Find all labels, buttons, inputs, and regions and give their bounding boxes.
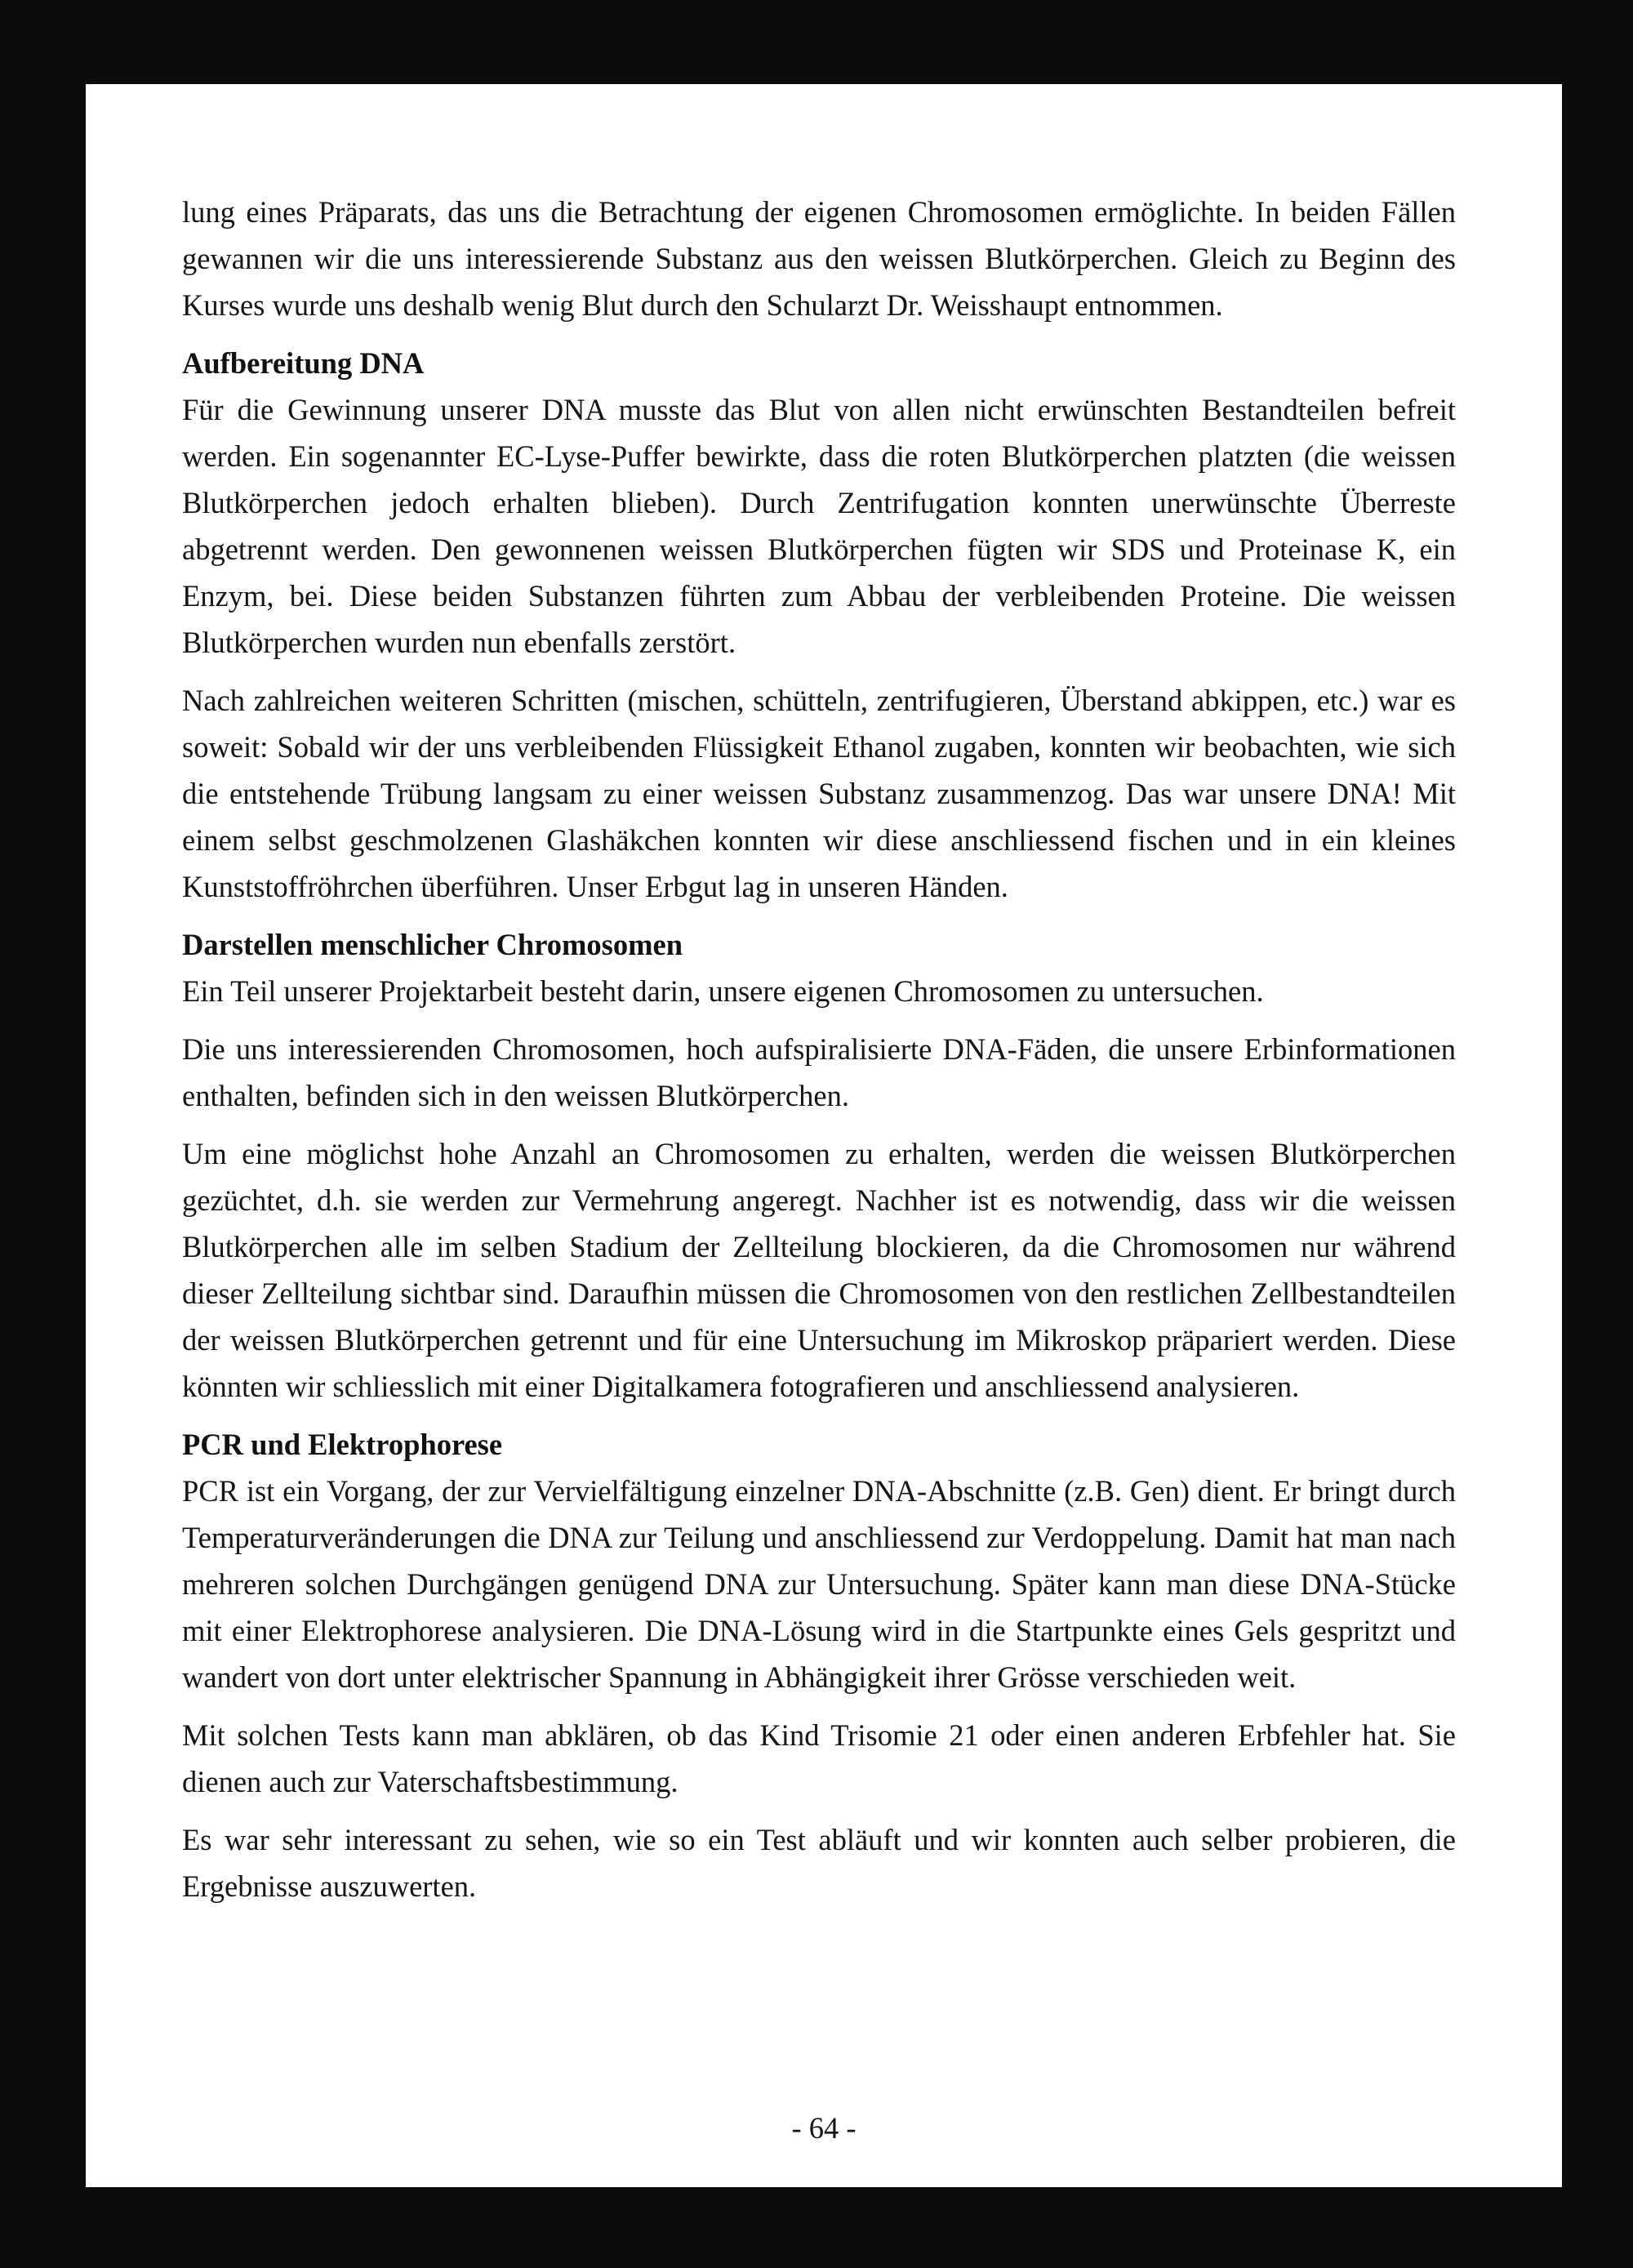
body-paragraph: Es war sehr interessant zu sehen, wie so ein Test abläuft und wir konnten auch selber probieren, die Ergebnisse auszuwerten. <box>182 1823 1456 1903</box>
section-heading: Aufbereitung DNA <box>182 346 425 380</box>
body-paragraph: PCR ist ein Vorgang, der zur Vervielfältigung einzelner DNA-Abschnitte (z.B. Gen) dient. Er bringt durch Temperaturveränderungen die DNA zur Teilung und anschliessend zur Verdoppelung. Damit hat man nach mehreren solchen Durchgängen genügend DNA zur Untersuchung. Später kann man diese DNA-Stücke mit einer Elektrophorese analysieren. Die DNA-Lösung wird in die Startpunkte eines Gels gespritzt und wandert von dort unter elektrischer Spannung in Abhängigkeit ihrer Grösse verschieden weit. <box>182 1474 1456 1694</box>
body-paragraph: Um eine möglichst hohe Anzahl an Chromosomen zu erhalten, werden die weissen Blutkörperchen gezüchtet, d.h. sie werden zur Vermehrung angeregt. Nachher ist es notwendig, dass wir die weissen Blutkörperchen alle im selben Stadium der Zellteilung blockieren, da die Chromosomen nur während dieser Zellteilung sichtbar sind. Daraufhin müssen die Chromosomen von den restlichen Zellbestandteilen der weissen Blutkörperchen getrennt und für eine Untersuchung im Mikroskop präpariert werden. Diese könnten wir schliesslich mit einer Digitalkamera fotografieren und anschliessend analysieren. <box>182 1137 1456 1403</box>
section-aufbereitung-dna <box>182 340 1456 910</box>
document-page <box>86 84 1562 2187</box>
section-pcr-elektrophorese <box>182 1421 1456 1909</box>
body-paragraph: Mit solchen Tests kann man abklären, ob das Kind Trisomie 21 oder einen anderen Erbfehler hat. Sie dienen auch zur Vaterschaftsbestimmung. <box>182 1718 1456 1798</box>
page-content <box>182 189 1456 1921</box>
body-paragraph: Für die Gewinnung unserer DNA musste das Blut von allen nicht erwünschten Bestandteilen befreit werden. Ein sogenannter EC-Lyse-Puffer bewirkte, dass die roten Blutkörperchen platzten (die weissen Blutkörperchen jedoch erhalten blieben). Durch Zentrifugation konnten unerwünschte Überreste abgetrennt werden. Den gewonnenen weissen Blutkörperchen fügten wir SDS und Proteinase K, ein Enzym, bei. Diese beiden Substanzen führten zum Abbau der verbleibenden Proteine. Die weissen Blutkörperchen wurden nun ebenfalls zerstört. <box>182 393 1456 659</box>
section-darstellen-chromosomen <box>182 921 1456 1410</box>
body-paragraph: Die uns interessierenden Chromosomen, hoch aufspiralisierte DNA-Fäden, die unsere Erbinformationen enthalten, befinden sich in den weissen Blutkörperchen. <box>182 1032 1456 1112</box>
section-heading: PCR und Elektrophorese <box>182 1428 503 1461</box>
body-paragraph: Nach zahlreichen weiteren Schritten (mischen, schütteln, zentrifugieren, Überstand abkippen, etc.) war es soweit: Sobald wir der uns verbleibenden Flüssigkeit Ethanol zugaben, konnten wir beobachten, wie sich die entstehende Trübung langsam zu einer weissen Substanz zusammenzog. Das war unsere DNA! Mit einem selbst geschmolzenen Glashäkchen konnten wir diese anschliessend fischen und in ein kleines Kunststoffröhrchen überführen. Unser Erbgut lag in unseren Händen. <box>182 684 1456 903</box>
page-number: - 64 - <box>791 2111 857 2145</box>
body-paragraph: Ein Teil unserer Projektarbeit besteht darin, unsere eigenen Chromosomen zu untersuchen. <box>182 974 1264 1008</box>
section-heading: Darstellen menschlicher Chromosomen <box>182 928 683 961</box>
intro-paragraph: lung eines Präparats, das uns die Betrachtung der eigenen Chromosomen ermöglichte. In beiden Fällen gewannen wir die uns interessierende Substanz aus den weissen Blutkörperchen. Gleich zu Beginn des Kurses wurde uns deshalb wenig Blut durch den Schularzt Dr. Weisshaupt entnommen. <box>182 195 1456 322</box>
